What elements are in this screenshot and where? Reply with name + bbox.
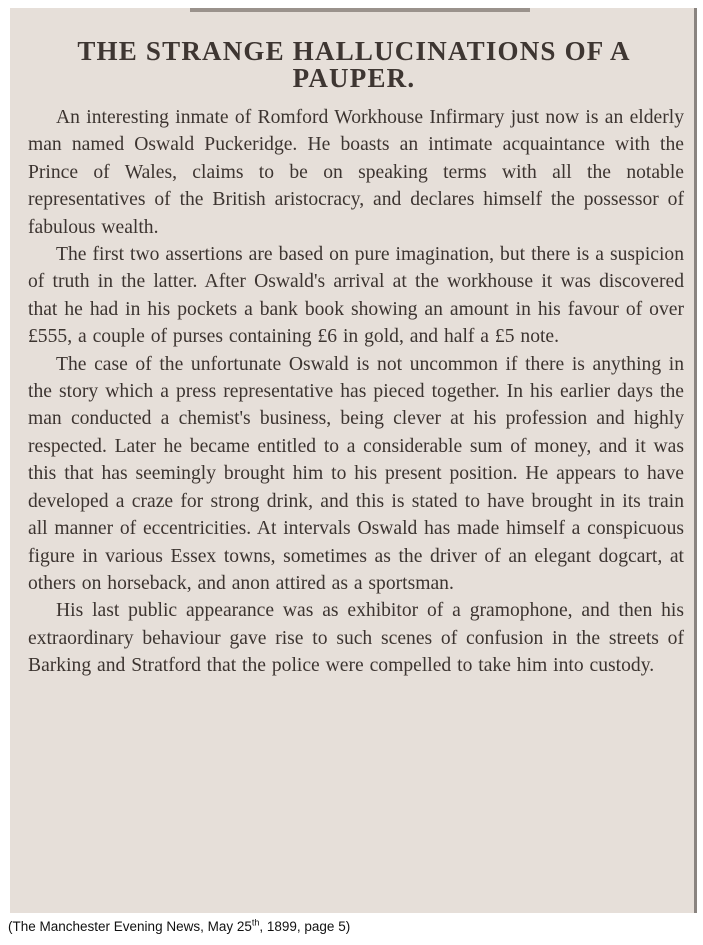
newspaper-clipping: [10, 8, 697, 913]
article-body: [28, 104, 684, 680]
caption-suffix: , 1899, page 5): [259, 919, 351, 934]
article-paragraph: The case of the unfortunate Oswald is not uncommon if there is anything in the story which a press representative has pieced together. In his earlier days the man conducted a chemist's business, being clever at his profession and highly respected. Later he became entitled to a considerable sum of money, and it was this that has seemingly brought him to his present position. He appears to have developed a craze for strong drink, and this is stated to have brought in its train all manner of eccentricities. At intervals Oswald has made himself a conspicuous figure in various Essex towns, sometimes as the driver of an elegant dogcart, at others on horseback, and anon attired as a sportsman.: [28, 353, 684, 594]
source-caption: [8, 919, 350, 934]
article-paragraph: An interesting inmate of Romford Workhouse Infirmary just now is an elderly man named Oswald Puckeridge. He boasts an intimate acquaintance with the Prince of Wales, claims to be on speaking terms with all the notable representatives of the British aristocracy, and declares himself the possessor of fabulous wealth.: [28, 107, 684, 238]
caption-prefix: (The Manchester Evening News, May 25: [8, 919, 252, 934]
article-paragraph: His last public appearance was as exhibitor of a gramophone, and then his extraordinary behaviour gave rise to such scenes of confusion in the streets of Barking and Stratford that the police were compelled to take him into custody.: [28, 600, 684, 677]
article-paragraph: The first two assertions are based on pure imagination, but there is a suspicion of truth in the latter. After Oswald's arrival at the workhouse it was discovered that he had in his pockets a bank book showing an amount in his favour of over £555, a couple of purses containing £6 in gold, and half a £5 note.: [28, 244, 684, 348]
article-headline: THE STRANGE HALLUCINATIONS OF A PAUPER.: [77, 36, 631, 93]
caption-ordinal: th: [251, 917, 260, 928]
column-rule: [190, 8, 530, 12]
